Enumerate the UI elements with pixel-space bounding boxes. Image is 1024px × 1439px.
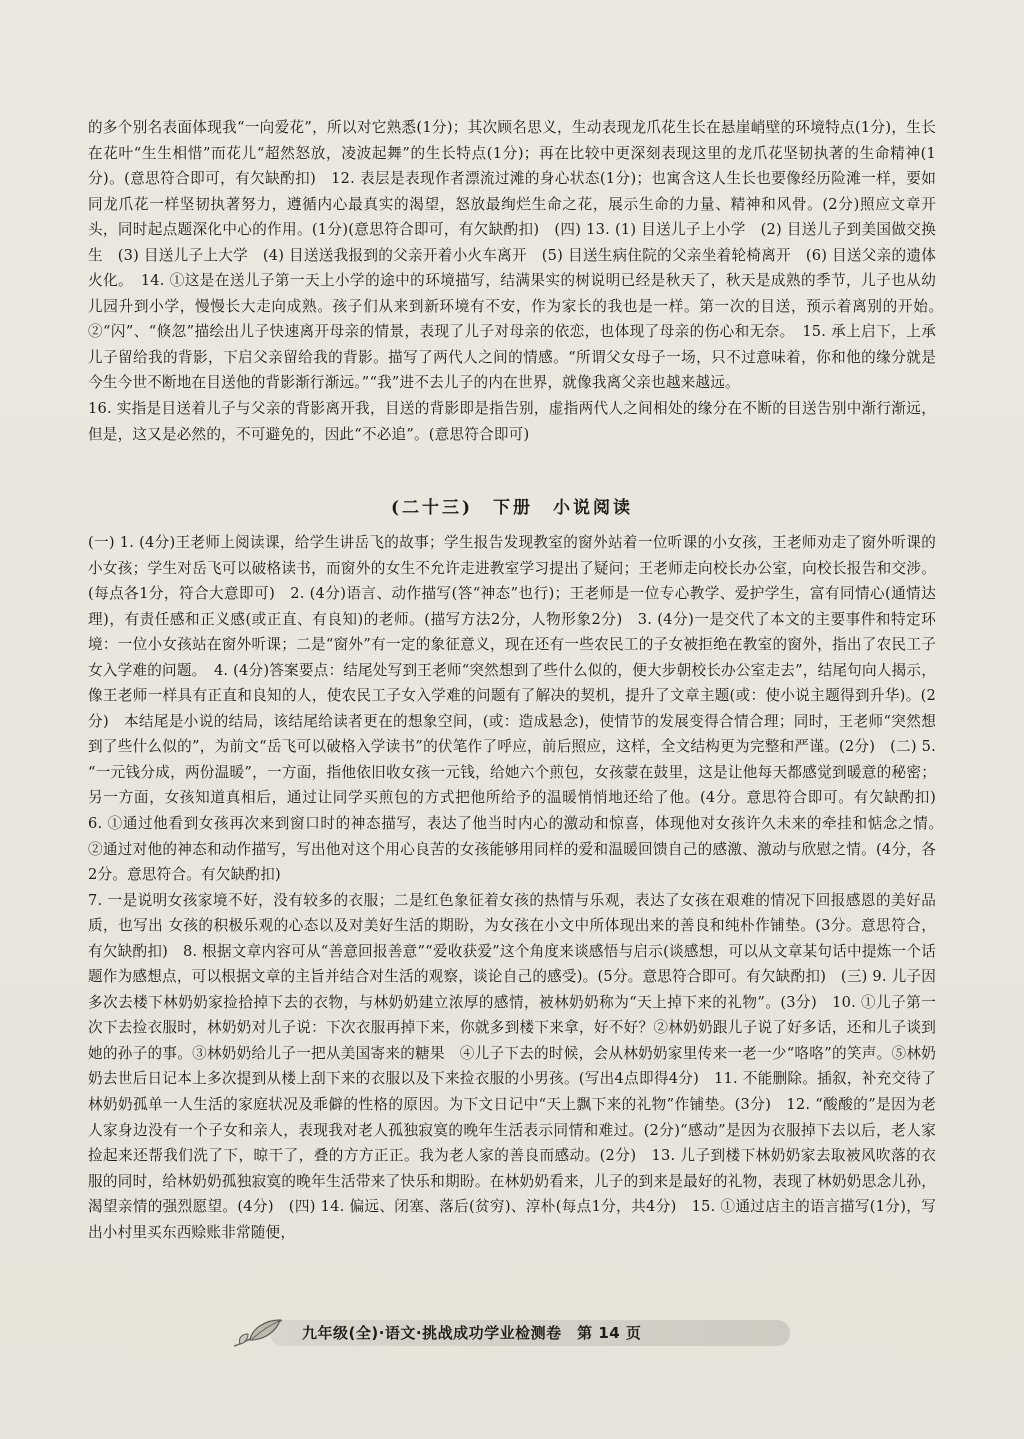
page-footer [230, 1312, 810, 1352]
bottom-answer-section [88, 530, 951, 1245]
footer-text: 九年级(全)·语文·挑战成功学业检测卷 第 14 页 [302, 1324, 642, 1342]
answer-paragraph: 16. 实指是目送着儿子与父亲的背影离开我，目送的背影即是指告别，虚指两代人之间相处的缘分在不断的目送告别中渐行渐远，但是，这又是必然的，不可避免的，因此“不必追”。(意思符合即可) [88, 400, 936, 443]
leaf-icon [230, 1312, 290, 1352]
section-heading: (二十三) 下册 小说阅读 [390, 498, 634, 518]
answer-paragraph: 的多个别名表面体现我“一向爱花”，所以对它熟悉(1分)；其次顾名思义，生动表现龙爪花生长在悬崖峭壁的环境特点(1分)，生长在花叶“生生相惜”而花儿“超然怒放，凌波起舞”的生长特点(1分)；再在比较中更深刻表现这里的龙爪花坚韧执著的生命精神(1分)。(意思符合即可，有欠缺酌扣) 12. 表层是表现作者漂流过滩的身心状态(1分)；也寓含这人生长也要像经历险滩一样，要如同龙爪花一样坚韧执著努力，遵循内心最真实的渴望，怒放最绚烂生命之花，展示生命的力量、精神和风骨。(2分)照应文章开头，同时起点题深化中心的作用。(1分)(意思符合即可，有欠缺酌扣) (四) 13. (1) 目送儿子上小学 (2) 目送儿子到美国做交换生 (3) 目送儿子上大学 (4) 目送送我报到的父亲开着小火车离开 (5) 目送生病住院的父亲坐着轮椅离开 (6) 目送父亲的遗体火化。 14. ①这是在送儿子第一天上小学的途中的环境描写，结满果实的树说明已经是秋天了，秋天是成熟的季节，儿子也从幼儿园升到小学，慢慢长大走向成熟。孩子们从来到新环境有不安，作为家长的我也是一样。第一次的目送，预示着离别的开始。 ②“闪”、“倏忽”描绘出儿子快速离开母亲的情景，表现了儿子对母亲的依恋，也体现了母亲的伤心和无奈。 15. 承上启下，上承儿子留给我的背影，下启父亲留给我的背影。描写了两代人之间的情感。“所谓父女母子一场，只不过意味着，你和他的缘分就是今生今世不断地在目送他的背影渐行渐远。”“我”进不去儿子的内在世界，就像我离父亲也越来越远。 [88, 119, 951, 392]
answer-paragraph: (一) 1. (4分)王老师上阅读课，给学生讲岳飞的故事；学生报告发现教室的窗外站着一位听课的小女孩，王老师劝走了窗外听课的小女孩；学生对岳飞可以破格读书，而窗外的女生不允许走进教室学习提出了疑问；王老师走向校长办公室，向校长报告和交涉。(每点各1分，符合大意即可) 2. (4分)语言、动作描写(答“神态”也行)；王老师是一位专心教学、爱护学生，富有同情心(通情达理)，有责任感和正义感(或正直、有良知)的老师。(描写方法2分，人物形象2分) 3. (4分)一是交代了本文的主要事件和特定环境：一位小女孩站在窗外听课；二是“窗外”有一定的象征意义，现在还有一些农民工的子女被拒绝在教室的窗外，指出了农民工子女入学难的问题。 4. (4分)答案要点：结尾处写到王老师“突然想到了些什么似的，便大步朝校长办公室走去”，结尾句向人揭示，像王老师一样具有正直和良知的人，使农民工子女入学难的问题有了解决的契机，提升了文章主题(或：使小说主题得到升华)。(2分) 本结尾是小说的结局，该结尾给读者更在的想象空间，(或：造成悬念)，使情节的发展变得合情合理；同时，王老师“突然想到了些什么似的”，为前文“岳飞可以破格入学读书”的伏笔作了呼应，前后照应，这样，全文结构更为完整和严谨。(2分) (二) 5. “一元钱分成，两份温暖”，一方面，指他依旧收女孩一元钱，给她六个煎包，女孩蒙在鼓里，这是让他每天都感觉到暖意的秘密；另一方面，女孩知道真相后，通过让同学买煎包的方式把他所给予的温暖悄悄地还给了他。(4分。意思符合即可。有欠缺酌扣) 6. ①通过他看到女孩再次来到窗口时的神态描写，表达了他当时内心的激动和惊喜，体现他对女孩许久未来的牵挂和惦念之情。 ②通过对他的神态和动作描写，写出他对这个用心良苦的女孩能够用同样的爱和温暖回馈自己的感激、激动与欣慰之情。(4分，各2分。意思符合。有欠缺酌扣) [88, 534, 951, 884]
answer-paragraph: 7. 一是说明女孩家境不好，没有较多的衣服；二是红色象征着女孩的热情与乐观，表达了女孩在艰难的情况下回报感恩的美好品质，也写出 女孩的积极乐观的心态以及对美好生活的期盼，为女孩在小文中所体现出来的善良和纯朴作铺垫。(3分。意思符合，有欠缺酌扣) 8. 根据文章内容可从“善意回报善意”“爱收获爱”这个角度来谈感悟与启示(谈感想，可以从文章某句话中提炼一个话题作为感想点，可以根据文章的主旨并结合对生活的观察，谈论自己的感受)。(5分。意思符合即可。有欠缺酌扣) (三) 9. 儿子因多次去楼下林奶奶家捡拾掉下去的衣物，与林奶奶建立浓厚的感情，被林奶奶称为“天上掉下来的礼物”。(3分) 10. ①儿子第一次下去捡衣服时，林奶奶对儿子说：下次衣服再掉下来，你就多到楼下来拿，好不好？②林奶奶跟儿子说了好多话，还和儿子谈到她的孙子的事。③林奶奶给儿子一把从美国寄来的糖果 ④儿子下去的时候，会从林奶奶家里传来一老一少“咯咯”的笑声。⑤林奶奶去世后日记本上多次提到从楼上刮下来的衣服以及下来捡衣服的小男孩。(写出4点即得4分) 11. 不能删除。插叙，补充交待了林奶奶孤单一人生活的家庭状况及乖僻的性格的原因。为下文日记中“天上飘下来的礼物”作铺垫。(3分) 12. “酸酸的”是因为老人家身边没有一个子女和亲人，表现我对老人孤独寂寞的晚年生活表示同情和难过。(2分)“感动”是因为衣服掉下去以后，老人家捡起来还帮我们洗了下，晾干了，叠的方方正正。我为老人家的善良而感动。(2分) 13. 儿子到楼下林奶奶家去取被风吹落的衣服的同时，给林奶奶孤独寂寞的晚年生活带来了快乐和期盼。在林奶奶看来，儿子的到来是最好的礼物，表现了林奶奶思念儿孙，渴望亲情的强烈愿望。(4分) (四) 14. 偏远、闭塞、落后(贫穷)、淳朴(每点1分，共4分) 15. ①通过店主的语言描写(1分)，写出小村里买东西赊账非常随便， [88, 891, 936, 1241]
top-answer-section [88, 115, 951, 447]
